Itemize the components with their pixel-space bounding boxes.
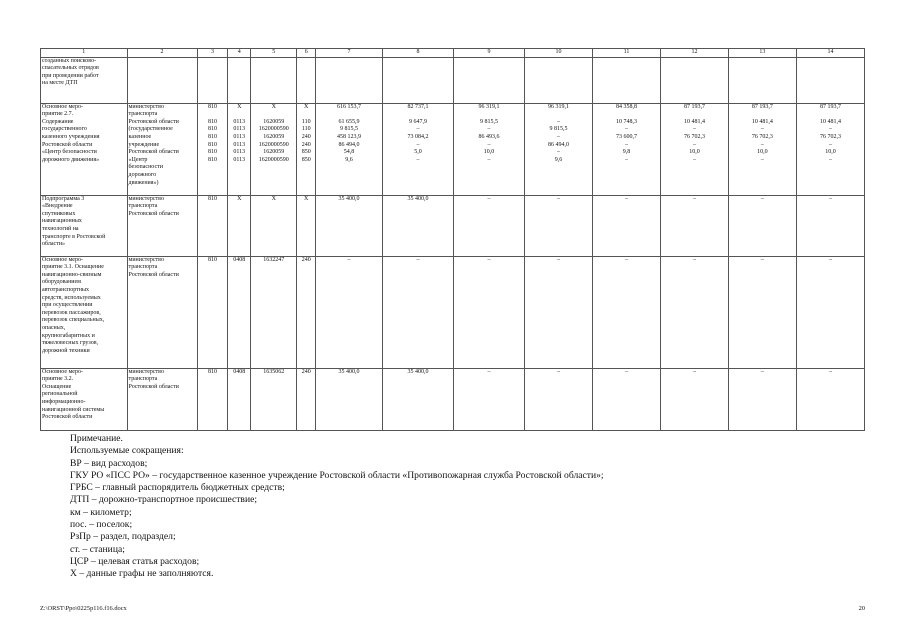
cell-value: –: [525, 368, 593, 430]
cell-value: –: [660, 256, 728, 368]
cell-vr: 240: [297, 368, 316, 430]
col-header: 5: [251, 49, 297, 58]
row-executor: министерство транспорта Ростовской области: [127, 195, 197, 256]
cell-csr: 1635062: [251, 368, 297, 430]
table-header-row: [41, 49, 865, 58]
note-line: ГРБС – главный распорядитель бюджетных средств;: [70, 482, 285, 494]
col-header: 4: [228, 49, 251, 58]
cell-vr: 240: [297, 256, 316, 368]
row-executor: министерство транспорта Ростовской области: [127, 256, 197, 368]
cell-value: 35 400,0: [315, 195, 382, 256]
cell-csr: 1632247: [251, 256, 297, 368]
table-row: [41, 195, 865, 256]
cell-rzpr: Х 0113 0113 0113 0113 0113 0113: [228, 103, 251, 195]
cell-value: –: [593, 195, 661, 256]
row-name: созданных поисково- спасательных отрядов при проведении работ на месте ДТП: [41, 57, 128, 103]
note-line: РзПр – раздел, подраздел;: [70, 531, 176, 543]
row-name: Основное меро- приятие 2.7. Содержание государственного казенного учреждения Ростовской области «Центр безопасности дорожного движения»: [41, 103, 128, 195]
cell-value: –: [728, 195, 796, 256]
notes-section: [70, 433, 604, 581]
cell-value: –: [453, 195, 524, 256]
col-header: 14: [796, 49, 864, 58]
col-header: 9: [453, 49, 524, 58]
col-header: 8: [382, 49, 453, 58]
col-header: 1: [41, 49, 128, 58]
table-row: [41, 103, 865, 195]
table-row: [41, 256, 865, 368]
note-line: Х – данные графы не заполняются.: [70, 568, 214, 580]
note-line: пос. – поселок;: [70, 519, 133, 531]
budget-table: [40, 48, 865, 431]
cell-rzpr: Х: [228, 195, 251, 256]
cell-value: 35 400,0: [382, 368, 453, 430]
cell-value: –: [593, 368, 661, 430]
cell-grbs: 810: [197, 195, 228, 256]
cell-value: 87 193,7 10 481,4 – 76 702,3 – 10,0 –: [796, 103, 864, 195]
col-header: 12: [660, 49, 728, 58]
col-header: 2: [127, 49, 197, 58]
cell-value: –: [525, 195, 593, 256]
note-line: км – километр;: [70, 506, 132, 518]
row-name: Основное меро- приятие 3.1. Оснащение навигационно-связным оборудованием автотранспортных средств, используемых при осуществлении перевозок пассажиров, перевозок специальных, опасных, крупногабаритных и тяжеловесных грузов, дорожной техники: [41, 256, 128, 368]
note-line: ВР – вид расходов;: [70, 457, 148, 469]
cell-value: 96 319,1 – 9 815,5 – 86 494,0 – 9,6: [525, 103, 593, 195]
col-header: 10: [525, 49, 593, 58]
cell-value: –: [525, 256, 593, 368]
col-header: 11: [593, 49, 661, 58]
cell-value: –: [796, 256, 864, 368]
cell-value: –: [382, 256, 453, 368]
cell-value: –: [796, 368, 864, 430]
note-line: ЦСР – целевая статья расходов;: [70, 555, 200, 567]
cell-csr: Х: [251, 195, 297, 256]
note-line: ДТП – дорожно-транспортное происшествие;: [70, 494, 258, 506]
note-line: ГКУ РО «ПСС РО» – государственное казенное учреждение Ростовской области «Противопожарная служба Ростовской области»;: [70, 469, 604, 481]
cell-grbs: 810 810 810 810 810 810 810: [197, 103, 228, 195]
cell-value: 96 319,1 9 815,5 – 86 493,6 – 10,0 –: [453, 103, 524, 195]
col-header: 3: [197, 49, 228, 58]
cell-value: –: [660, 195, 728, 256]
cell-grbs: 810: [197, 368, 228, 430]
cell-grbs: 810: [197, 256, 228, 368]
cell-value: 82 737,1 9 647,9 – 73 084,2 – 5,0 –: [382, 103, 453, 195]
cell-value: –: [453, 256, 524, 368]
row-executor: министерство транспорта Ростовской области: [127, 368, 197, 430]
row-name: Основное меро- приятие 3.2. Оснащение региональной информационно- навигационной системы Ростовской области: [41, 368, 128, 430]
row-executor: министерство транспорта Ростовской области (государственное казенное учреждение Ростовской области «Центр безопасности дорожного движения»): [127, 103, 197, 195]
cell-rzpr: 0408: [228, 256, 251, 368]
page-number: 20: [858, 605, 865, 612]
cell-value: –: [796, 195, 864, 256]
cell-value: –: [315, 256, 382, 368]
cell-value: –: [728, 368, 796, 430]
cell-value: 35 400,0: [382, 195, 453, 256]
note-line: Используемые сокращения:: [70, 445, 184, 457]
cell-value: –: [593, 256, 661, 368]
cell-value: –: [453, 368, 524, 430]
cell-vr: Х: [297, 195, 316, 256]
cell-csr: Х 1620059 1620000590 1620059 1620000590 1620059 1620000590: [251, 103, 297, 195]
cell-value: –: [728, 256, 796, 368]
cell-value: 87 193,7 10 481,4 – 76 702,3 – 10,0 –: [728, 103, 796, 195]
col-header: 6: [297, 49, 316, 58]
cell-value: –: [660, 368, 728, 430]
cell-value: 84 358,8 10 748,3 – 73 600,7 – 9,8 –: [593, 103, 661, 195]
cell-rzpr: 0408: [228, 368, 251, 430]
file-path: Z:\ORST\Ppo\0225p116.f16.docx: [40, 605, 127, 612]
cell-value: 35 400,0: [315, 368, 382, 430]
col-header: 7: [315, 49, 382, 58]
col-header: 13: [728, 49, 796, 58]
notes-title: Примечание.: [70, 433, 123, 444]
cell-value: 87 193,7 10 481,4 – 76 702,3 – 10,0 –: [660, 103, 728, 195]
cell-vr: Х 110 110 240 240 850 850: [297, 103, 316, 195]
cell-value: 616 153,7 61 655,9 9 815,5 458 123,9 86 494,0 54,8 9,6: [315, 103, 382, 195]
row-name: Подпрограмма 3 «Внедрение спутниковых навигационных технологий на транспорте в Ростовской области»: [41, 195, 128, 256]
table-row: [41, 57, 865, 103]
table-row: [41, 368, 865, 430]
note-line: ст. – станица;: [70, 543, 125, 555]
